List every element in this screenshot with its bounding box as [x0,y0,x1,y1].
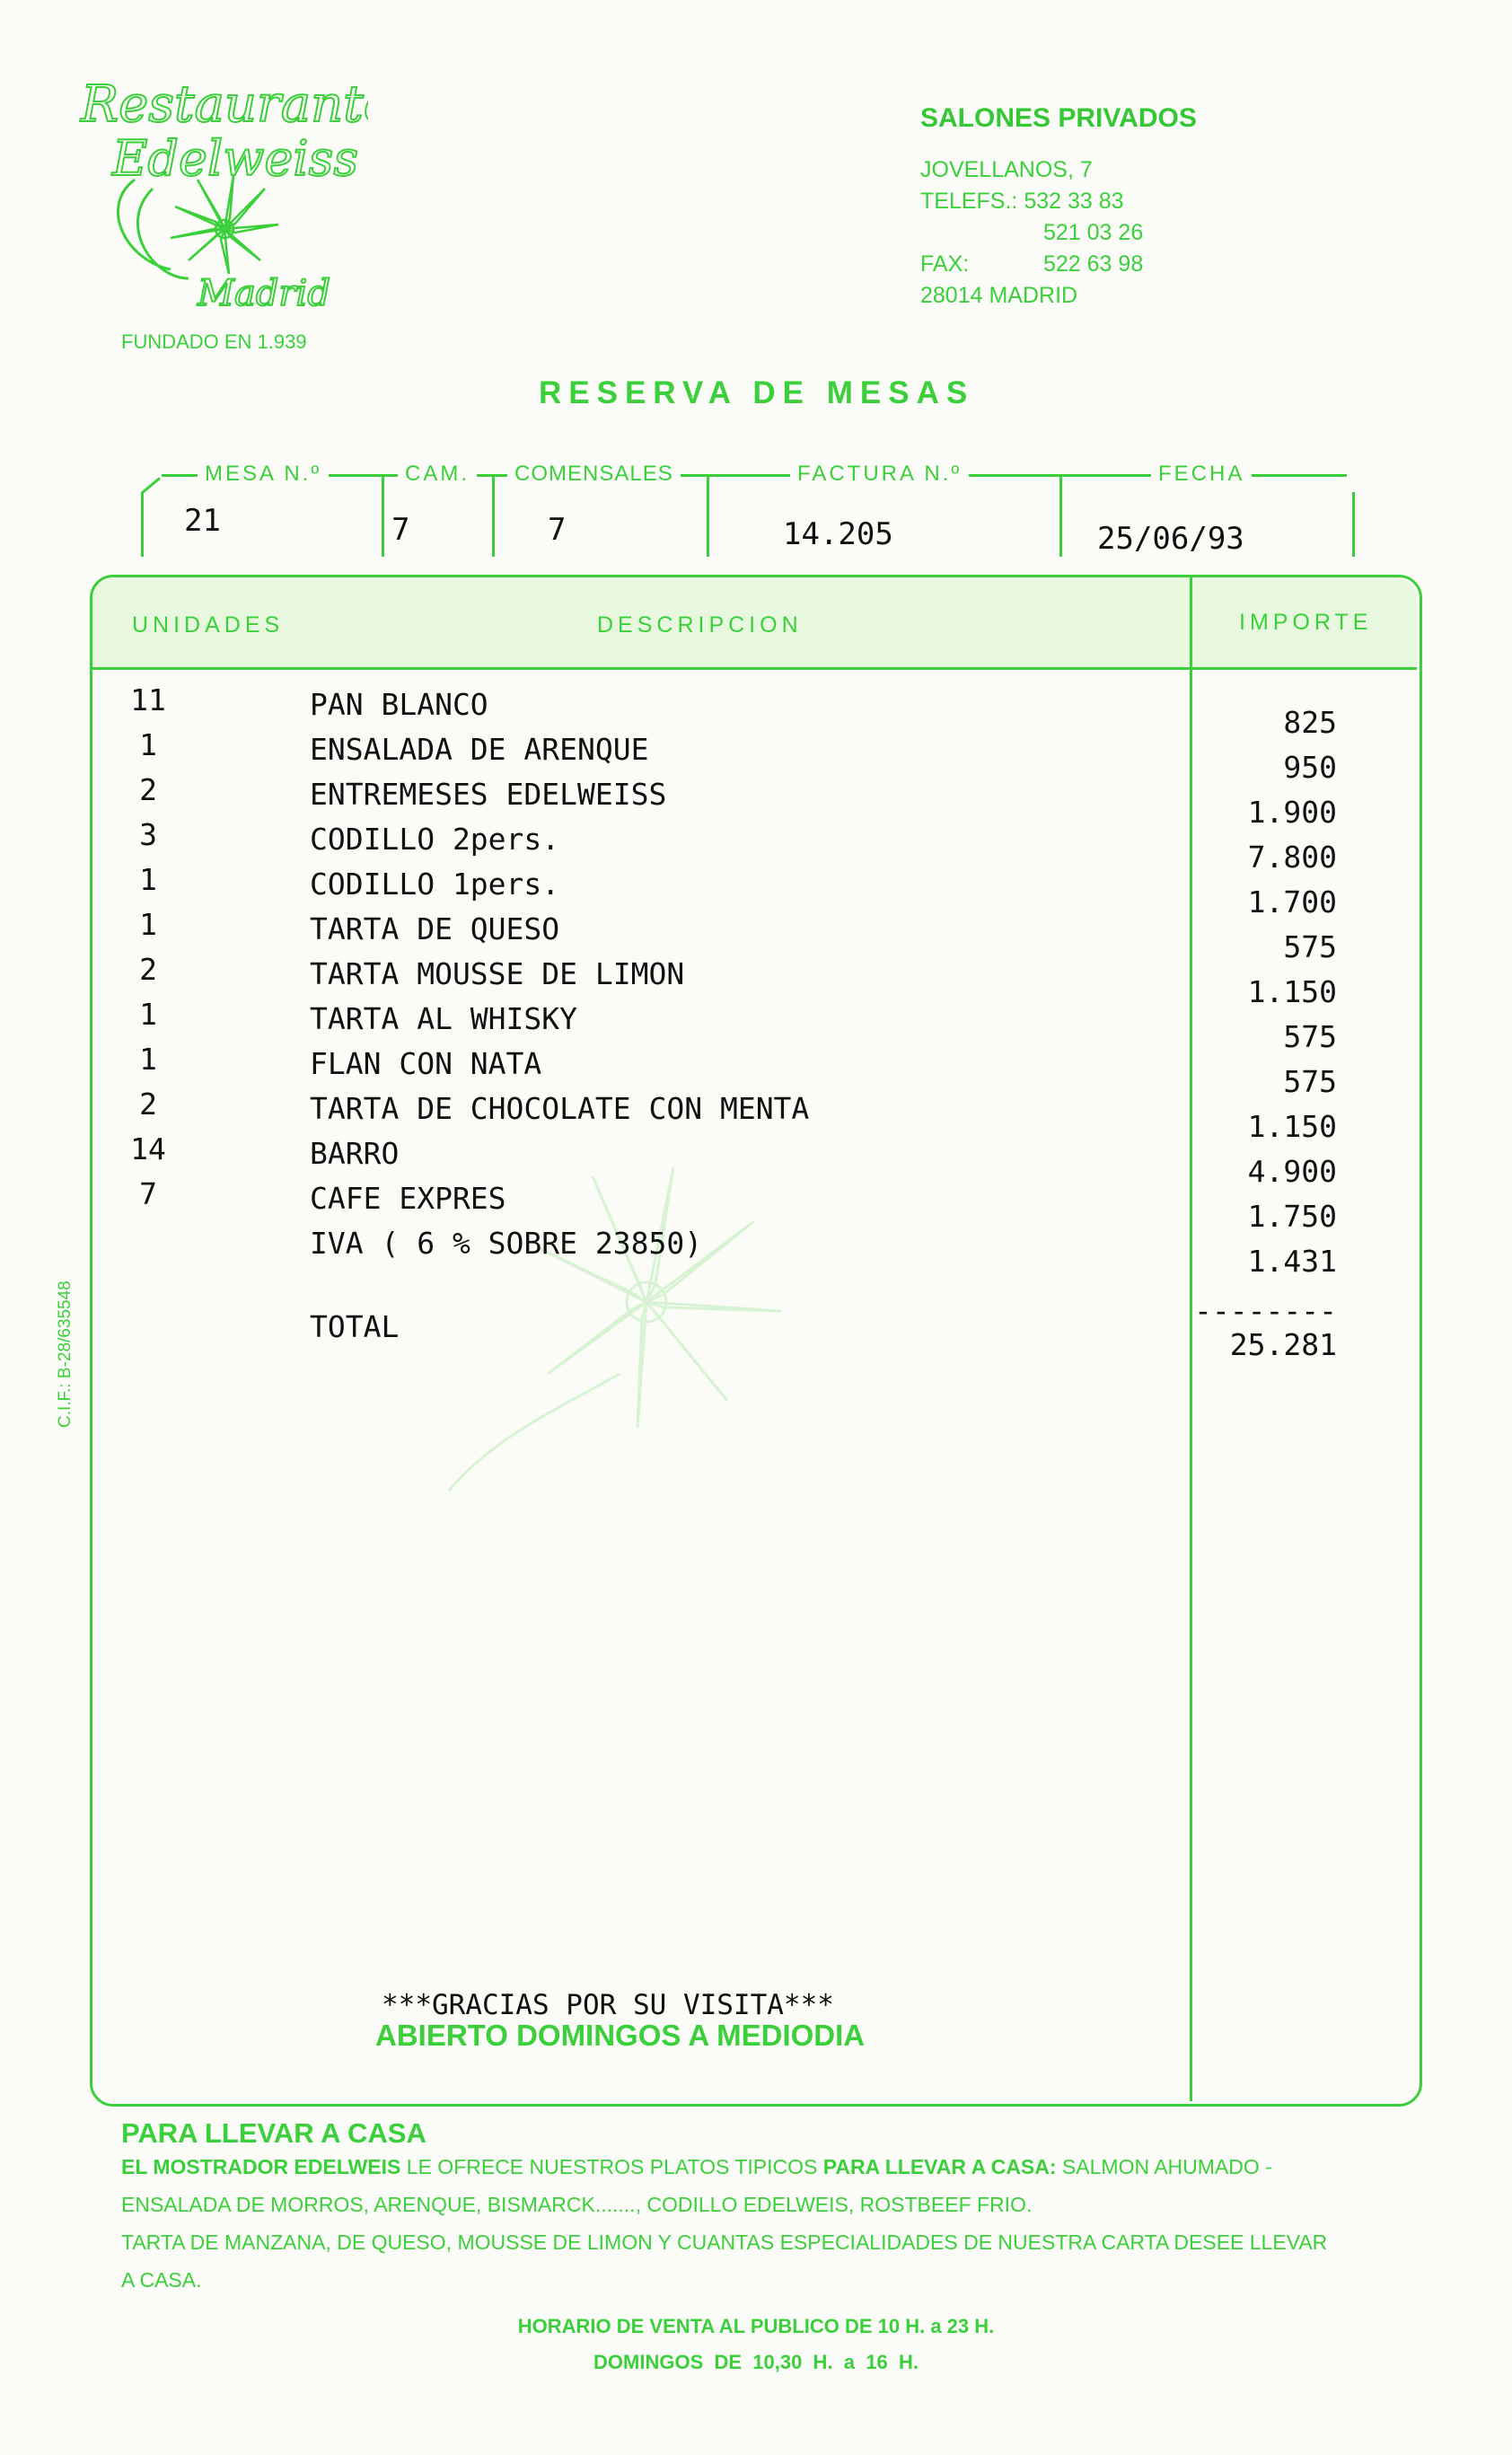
item-units: 2 [139,772,157,807]
footer-bold-2: PARA LLEVAR A CASA: [822,2155,1057,2178]
item-description: ENTREMESES EDELWEISS [310,777,667,812]
item-description: BARRO [310,1136,400,1171]
item-importe: 575 [1283,1019,1337,1054]
item-description: ENSALADA DE ARENQUE [310,732,649,767]
total-label: TOTAL [310,1309,400,1344]
city: 28014 MADRID [920,283,1078,308]
horario-line-2: DOMINGOS DE 10,30 H. a 16 H. [593,2351,919,2373]
comensales-value: 7 [548,512,567,548]
tel-row-1 [920,186,1143,217]
horario-line-1: HORARIO DE VENTA AL PUBLICO DE 10 H. a 23 H. [517,2315,995,2337]
address-block [920,154,1143,312]
item-importe: 950 [1283,750,1337,785]
fecha-value: 25/06/93 [1097,521,1244,557]
fax: 522 63 98 [1043,251,1144,277]
tel-row-2 [920,217,1143,249]
mesa-label: MESA N.º [198,462,329,487]
mesa-value: 21 [184,503,221,539]
info-sep-4 [1059,474,1062,557]
info-left-corner [141,477,161,494]
abierto-domingos: ABIERTO DOMINGOS A MEDIODIA [375,2019,866,2052]
factura-value: 14.205 [783,516,893,552]
item-units: 1 [139,727,157,762]
footer-bold-1: EL MOSTRADOR EDELWEIS [121,2155,401,2178]
item-importe: 1.700 [1247,884,1337,920]
restaurant-logo [63,54,368,323]
cam-value: 7 [391,512,410,548]
logo-text-1: Restaurante [81,75,368,134]
tel-label: TELEFS.: [920,189,1018,214]
salones-privados: SALONES PRIVADOS [920,103,1197,133]
item-units: 3 [139,817,157,852]
info-sep-2 [492,474,495,557]
item-units: 1 [139,1042,157,1077]
item-description: FLAN CON NATA [310,1046,542,1081]
para-llevar-title: PARA LLEVAR A CASA [121,2117,426,2149]
item-units: 2 [139,1087,157,1122]
fax-row [920,249,1143,280]
footer-line-4: A CASA. [121,2268,202,2292]
info-sep-1 [382,474,384,557]
item-description: CAFE EXPRES [310,1181,506,1216]
logo-text-2: Edelweiss [112,130,359,187]
cif-number: C.I.F.: B-28/635548 [56,1280,75,1428]
info-sep-3 [707,474,709,557]
cam-label: CAM. [398,462,477,487]
item-description: TARTA DE CHOCOLATE CON MENTA [310,1091,810,1126]
fax-label: FAX: [920,251,970,277]
item-importe: 1.750 [1247,1199,1337,1234]
fecha-label: FECHA [1151,462,1252,487]
item-importe: 575 [1283,929,1337,964]
footer-line-3: TARTA DE MANZANA, DE QUESO, MOUSSE DE LIMON Y CUANTAS ESPECIALIDADES DE NUESTRA CARTA DESEE LLEVAR [121,2231,1328,2254]
item-importe: 1.900 [1247,795,1337,830]
item-units: 2 [139,952,157,987]
comensales-label: COMENSALES [507,462,681,487]
tel-1: 532 33 83 [1024,189,1124,214]
footer-text-2: SALMON AHUMADO - [1056,2155,1272,2178]
item-description: CODILLO 2pers. [310,822,560,857]
item-units: 14 [130,1131,166,1166]
total-separator: -------- [1194,1293,1337,1328]
item-description: TARTA MOUSSE DE LIMON [310,956,685,991]
info-left-edge [141,492,144,557]
item-importe: 825 [1283,705,1337,740]
footer-line-2: ENSALADA DE MORROS, ARENQUE, BISMARCK......., CODILLO EDELWEIS, ROSTBEEF FRIO. [121,2193,1033,2216]
item-importe: 1.150 [1247,1109,1337,1144]
item-description: CODILLO 1pers. [310,867,560,902]
footer-line-1 [121,2155,1272,2179]
item-importe: 7.800 [1247,840,1337,875]
item-description: TARTA DE QUESO [310,911,560,946]
founded-text: FUNDADO EN 1.939 [121,330,307,353]
footer-text-1: LE OFRECE NUESTROS PLATOS TIPICOS [400,2155,823,2178]
logo-text-3: Madrid [198,273,330,314]
reserva-title: RESERVA DE MESAS [539,375,975,410]
col-header-unidades: UNIDADES [132,612,285,638]
item-importe: 4.900 [1247,1154,1337,1189]
street: JOVELLANOS, 7 [920,157,1093,182]
col-header-importe: IMPORTE [1239,610,1373,635]
edelweiss-flower-logo [63,54,368,323]
item-units: 1 [139,907,157,942]
item-units: 11 [130,682,166,717]
tel-2: 521 03 26 [1043,220,1144,245]
item-description: IVA ( 6 % SOBRE 23850) [310,1226,703,1261]
item-description: PAN BLANCO [310,687,488,722]
item-units: 1 [139,997,157,1032]
gracias-message: ***GRACIAS POR SU VISITA*** [382,1989,834,2021]
total-value: 25.281 [1229,1327,1337,1362]
factura-label: FACTURA N.º [790,462,969,487]
col-header-descripcion: DESCRIPCION [597,612,803,638]
item-units: 7 [139,1176,157,1211]
item-importe: 575 [1283,1064,1337,1099]
item-units: 1 [139,862,157,897]
item-description: TARTA AL WHISKY [310,1001,578,1036]
item-importe: 1.150 [1247,974,1337,1009]
importe-column-separator [1190,575,1192,2101]
info-right-edge [1352,492,1355,557]
item-importe: 1.431 [1247,1244,1337,1279]
